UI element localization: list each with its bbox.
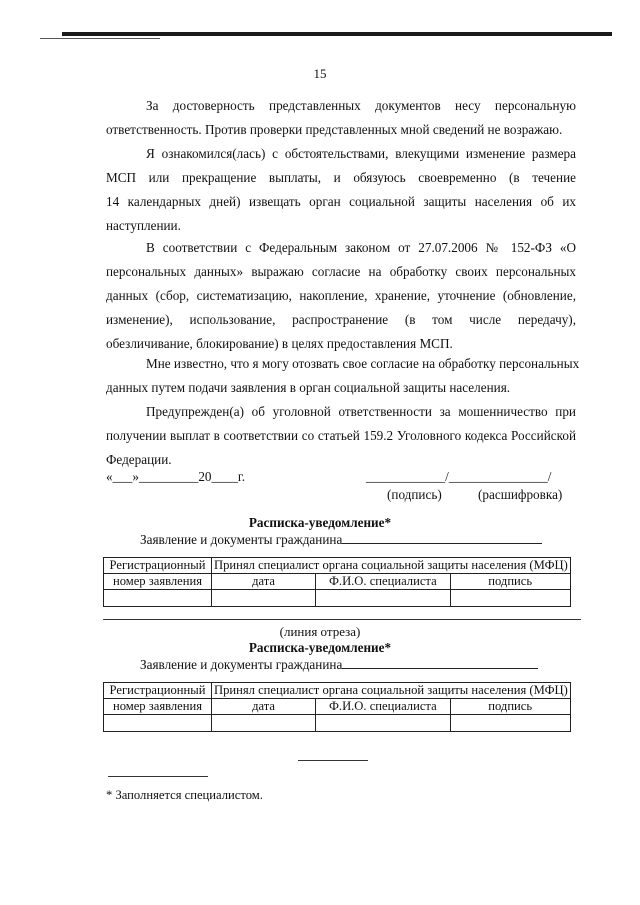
notice-applicant-row-copy [140,656,538,673]
text-line: получении выплат в соответствии со статьей 159.2 Уголовного кодекса Российской [106,428,576,443]
header-reg-bottom: номер заявления [104,699,212,715]
top-thin-rule [40,38,160,39]
signature-label: (подпись) [387,487,442,502]
cell-signature[interactable] [450,590,570,607]
cell-reg-number[interactable] [104,715,212,732]
end-rule [298,760,368,761]
applicant-name-field[interactable] [342,656,538,669]
date-field[interactable]: «___»_________20____г. [106,469,246,484]
page-number: 15 [313,66,327,81]
text-line: данных путем подачи заявления в орган социальной защиты населения. [106,380,511,395]
decode-label: (расшифровка) [478,487,563,502]
header-date: дата [212,574,316,590]
text-line: 14 календарных дней) извещать орган социальной защиты населения об их [106,194,576,209]
header-accepted: Принял специалист органа социальной защиты населения (МФЦ) [212,683,571,699]
text-line: Федерации. [106,452,172,467]
text-line: МСП или прекращение выплаты, и обязуюсь своевременно (в течение [106,170,576,185]
text-line: обезличивание, блокирование) в целях предоставления МСП. [106,336,453,351]
text-line: наступлении. [106,218,181,233]
header-signature: подпись [450,699,570,715]
cell-reg-number[interactable] [104,590,212,607]
text-line: За достоверность представленных документов несу персональную [146,98,576,113]
text-line: персональных данных» выражаю согласие на обработку своих персональных [106,264,576,279]
top-border-rule [62,32,612,36]
applicant-label: Заявление и документы гражданина [140,657,343,672]
header-signature: подпись [450,574,570,590]
applicant-label: Заявление и документы гражданина [140,532,343,547]
paragraph-responsibility [106,94,576,142]
registration-table [103,557,571,607]
paragraph-personal-data-consent [106,236,576,356]
applicant-name-field[interactable] [342,531,542,544]
text-line: данных (сбор, систематизацию, накопление, хранение, уточнение (обновление, [106,288,576,303]
text-line: ответственность. Против проверки представленных мной сведений не возражаю. [106,122,563,137]
paragraph-consent-revocation [106,352,580,400]
cut-line [103,619,581,620]
paragraph-acknowledgement [106,142,576,238]
text-line: Предупрежден(а) об уголовной ответственности за мошенничество при [146,404,576,419]
header-reg-bottom: номер заявления [104,574,212,590]
cell-fio[interactable] [316,715,450,732]
cell-signature[interactable] [450,715,570,732]
header-date: дата [212,699,316,715]
text-line: изменение), использование, распространение (в том числе передачу), [106,312,576,327]
registration-table-copy [103,682,571,732]
header-reg-top: Регистрационный [104,558,212,574]
cut-line-label: (линия отреза) [279,624,361,639]
notice-title-copy: Расписка-уведомление* [248,640,392,655]
notice-applicant-row [140,531,542,548]
header-fio: Ф.И.О. специалиста [316,699,450,715]
text-line: Я ознакомился(лась) с обстоятельствами, влекущими изменение размера [146,146,576,161]
header-reg-top: Регистрационный [104,683,212,699]
header-fio: Ф.И.О. специалиста [316,574,450,590]
cell-date[interactable] [212,715,316,732]
footnote-rule [108,776,208,777]
text-line: В соответствии с Федеральным законом от 27.07.2006 № 152-ФЗ «О [146,240,576,255]
cell-fio[interactable] [316,590,450,607]
signature-field[interactable]: ____________/_______________/ [366,469,552,484]
paragraph-fraud-warning [106,400,576,472]
cell-date[interactable] [212,590,316,607]
text-line: Мне известно, что я могу отозвать свое согласие на обработку персональных [146,356,580,371]
notice-title: Расписка-уведомление* [248,515,392,530]
footnote: * Заполняется специалистом. [106,788,263,802]
header-accepted: Принял специалист органа социальной защиты населения (МФЦ) [212,558,571,574]
